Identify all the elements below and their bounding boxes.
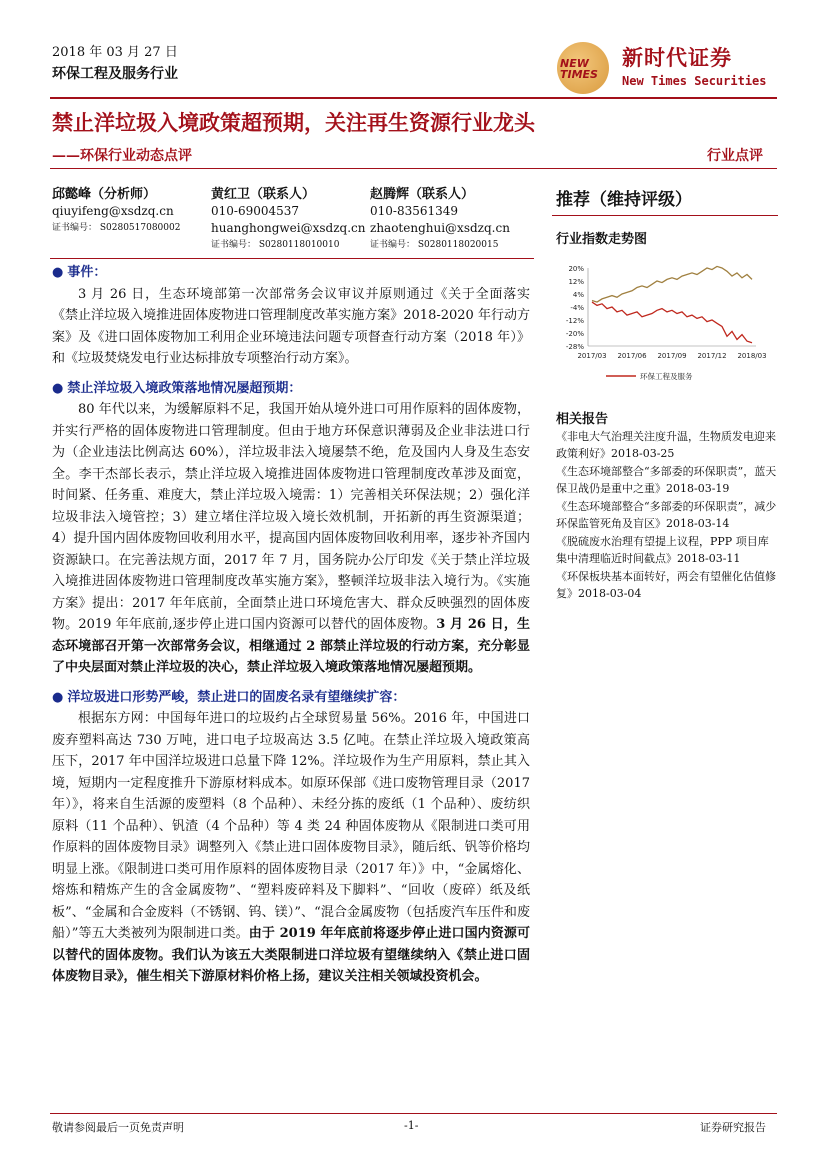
related-reports-list bbox=[556, 428, 778, 602]
footer-label: 证券研究报告 bbox=[700, 1121, 766, 1134]
analyst-divider bbox=[50, 258, 534, 259]
y-tick-label: -4% bbox=[570, 304, 584, 312]
brand-logo-text: NEW TIMES bbox=[560, 57, 598, 81]
bullet-icon: ● bbox=[52, 380, 64, 396]
analyst-2 bbox=[211, 186, 365, 254]
analyst-name: 黄红卫（联系人） bbox=[211, 187, 316, 202]
paragraph: 3 月 26 日，生态环境部第一次部常务会议审议并原则通过《关于全面落实《禁止洋垃圾入境推进固体废物进口管理制度改革实施方案》2018-2020 年行动方案》及《进口固体废物加工利用企业环境违法问题专项督查行动方案（2018 年）》和《垃圾焚烧发电行业达标排放专项整治行动方案》。 bbox=[52, 286, 530, 366]
y-tick-label: -20% bbox=[565, 330, 584, 338]
report-date: 2018 年 03 月 27 日 bbox=[52, 45, 178, 60]
paragraph: 80 年代以来，为缓解原料不足，我国开始从境外进口可用作原料的固体废物，并实行严格的固体废物进口管理制度。但由于地方环保意识薄弱及企业非法进口行为（企业违法比例高达 60%），洋垃圾非法入境屡禁不绝，危及国内人身及生态安全。李干杰部长表示，禁止洋垃圾入境推进固体废物进口管理制度改革涉及面宽，时间紧、任务重、难度大，禁止洋垃圾入境需：1）完善相关环保法规；2）强化洋垃圾非法入境管控；3）建立堵住洋垃圾入境长效机制，开拓新的再生资源渠道；4）提升国内固体废物回收利用水平，提高国内固体废物回收利用率，逐步补齐国内资源缺口。在完善法规方面，2017 年 7 月，国务院办公厅印发《关于禁止洋垃圾入境推进固体废物进口管理制度改革实施方案》，整顿洋垃圾非法入境行为。《实施方案》提出：2017 年年底前，全面禁止进口环境危害大、群众反映强烈的固体废物。2019 年年底前,逐步停止进口国内资源可以替代的固体废物。3 月 26 日，生态环境部召开第一次部常务会议，相继通过 2 部禁止洋垃圾的行动方案，充分彰显了中央层面对禁止洋垃圾的决心，禁止洋垃圾入境政策落地情况屡超预期。 bbox=[52, 402, 530, 675]
title-divider bbox=[50, 168, 777, 169]
report-subtitle: ——环保行业动态点评 bbox=[52, 148, 192, 164]
rating: 推荐（维持评级） bbox=[556, 190, 692, 210]
analyst-name: 赵腾辉（联系人） bbox=[370, 187, 475, 202]
bullet-icon: ● bbox=[52, 265, 64, 280]
chart-title: 行业指数走势图 bbox=[556, 232, 648, 247]
y-tick-label: 12% bbox=[568, 278, 584, 286]
y-tick-label: -28% bbox=[565, 343, 584, 351]
x-tick-label: 2017/06 bbox=[617, 352, 647, 360]
analyst-3 bbox=[370, 186, 510, 254]
analyst-cert: 证书编号： S0280517080002 bbox=[52, 223, 181, 233]
section-heading-outlook: ● 洋垃圾进口形势严峻，禁止进口的固废名录有望继续扩容： bbox=[52, 689, 406, 705]
analyst-cert: 证书编号： S0280118010010 bbox=[211, 240, 340, 250]
x-tick-label: 2017/09 bbox=[657, 352, 687, 360]
related-reports-title: 相关报告 bbox=[556, 412, 609, 427]
bullet-icon: ● bbox=[52, 689, 64, 705]
related-report-item[interactable]: 《脱硫废水治理有望提上议程，PPP 项目库集中清理临近时间截点》2018-03-11 bbox=[556, 535, 769, 565]
analyst-email[interactable]: zhaotenghui@xsdzq.cn bbox=[370, 221, 510, 235]
report-title: 禁止洋垃圾入境政策超预期，关注再生资源行业龙头 bbox=[52, 110, 535, 135]
related-report-item[interactable]: 《非电大气治理关注度升温，生物质发电迎来政策利好》2018-03-25 bbox=[556, 430, 776, 460]
y-tick-label: -12% bbox=[565, 317, 584, 325]
analyst-cert: 证书编号： S0280118020015 bbox=[370, 240, 499, 250]
index-trend-chart bbox=[556, 262, 778, 387]
related-report-item[interactable]: 《生态环境部整合“多部委的环保职责”，蓝天保卫战仍是重中之重》2018-03-19 bbox=[556, 465, 777, 495]
chart-legend bbox=[606, 371, 693, 381]
x-tick-label: 2017/03 bbox=[577, 352, 607, 360]
report-type: 行业点评 bbox=[707, 148, 763, 164]
related-report-item[interactable]: 《生态环境部整合“多部委的环保职责”，减少环保监管死角及盲区》2018-03-14 bbox=[556, 500, 777, 530]
brand-name-cn: 新时代证券 bbox=[622, 45, 732, 70]
y-tick-label: 4% bbox=[572, 291, 584, 299]
footer-divider bbox=[50, 1113, 777, 1114]
analyst-name: 邱懿峰（分析师） bbox=[52, 187, 157, 202]
paragraph: 根据东方网：中国每年进口的垃圾约占全球贸易量 56%。2016 年，中国进口废弃塑料高达 730 万吨，进口电子垃圾高达 3.5 亿吨。在禁止洋垃圾入境政策高压下，2017 年中国洋垃圾进口总量下降 12%。洋垃圾作为生产用原料，禁止其入境，短期内一定程度推升下游原材料成本。如原环保部《进口废物管理目录（2017 年）》，将来自生活源的废塑料（8 个品种）、未经分拣的废纸（1 个品种）、废纺织原料（11 个品种）、钒渣（4 个品种）等 4 类 24 种固体废物从《限制进口类可用作原料的固体废物目录》调整列入《禁止进口固体废物目录》，随后纸、钒等价格均明显上涨。《限制进口类可用作原料的固体废物目录（2017 年）》中，“金属熔化、熔炼和精炼产生的含金属废物”、“塑料废碎料及下脚料”、“回收（废碎）纸及纸板”、“金属和合金废料（不锈钢、钨、镁）”、“混合金属废物（包括废汽车压件和废船）”等五大类被列为限制进口类。由于 2019 年年底前将逐步停止进口国内资源可以替代的固体废物。我们认为该五大类限制进口洋垃圾有望继续纳入《禁止进口固体废物目录》，催生相关下游原材料价格上扬，建议关注相关领域投资机会。 bbox=[52, 711, 530, 984]
rating-divider bbox=[552, 215, 778, 216]
analyst-phone: 010-69004537 bbox=[211, 204, 300, 218]
footer-disclaimer[interactable]: 敬请参阅最后一页免责声明 bbox=[52, 1121, 184, 1134]
section-heading-policy: ● 禁止洋垃圾入境政策落地情况屡超预期： bbox=[52, 380, 302, 396]
industry-label: 环保工程及服务行业 bbox=[52, 66, 178, 82]
analyst-email[interactable]: huanghongwei@xsdzq.cn bbox=[211, 221, 366, 235]
analyst-phone: 010-83561349 bbox=[370, 204, 459, 218]
page-number: -1- bbox=[404, 1119, 419, 1132]
y-tick-label: 20% bbox=[568, 265, 584, 273]
series-line-0 bbox=[592, 266, 752, 302]
chart-series bbox=[592, 266, 752, 342]
section-heading-event: ● 事件： bbox=[52, 265, 107, 280]
header-divider bbox=[50, 97, 777, 99]
main-body bbox=[52, 262, 530, 988]
related-report-item[interactable]: 《环保板块基本面转好，两会有望催化估值修复》2018-03-04 bbox=[556, 570, 776, 600]
legend-label: 环保工程及服务 bbox=[640, 372, 693, 381]
x-tick-label: 2018/03 bbox=[737, 352, 767, 360]
analyst-1 bbox=[52, 186, 180, 237]
series-line-1 bbox=[592, 302, 752, 343]
x-tick-label: 2017/12 bbox=[697, 352, 727, 360]
analyst-email[interactable]: qiuyifeng@xsdzq.cn bbox=[52, 204, 174, 218]
brand-name-en: New Times Securities bbox=[622, 74, 767, 88]
